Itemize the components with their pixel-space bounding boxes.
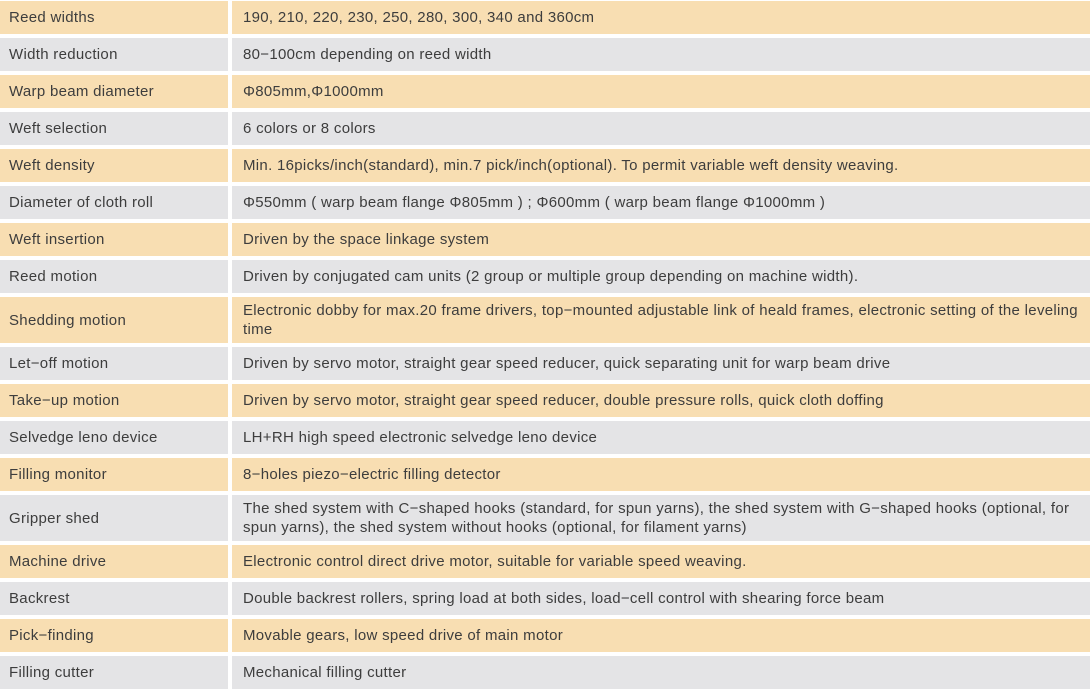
spec-label: Warp beam diameter [0,75,228,108]
table-row [0,582,1090,615]
spec-label: Backrest [0,582,228,615]
spec-value: Movable gears, low speed drive of main motor [232,619,1090,652]
table-row [0,656,1090,689]
table-row [0,149,1090,182]
spec-value: Min. 16picks/inch(standard), min.7 pick/inch(optional). To permit variable weft density weaving. [232,149,1090,182]
spec-value: 8−holes piezo−electric filling detector [232,458,1090,491]
table-row [0,223,1090,256]
spec-value: 190, 210, 220, 230, 250, 280, 300, 340 and 360cm [232,1,1090,34]
table-row [0,347,1090,380]
spec-label: Let−off motion [0,347,228,380]
table-row [0,495,1090,541]
spec-value: Driven by the space linkage system [232,223,1090,256]
spec-label: Gripper shed [0,495,228,541]
spec-value: Driven by servo motor, straight gear speed reducer, double pressure rolls, quick cloth doffing [232,384,1090,417]
table-row [0,619,1090,652]
spec-label: Pick−finding [0,619,228,652]
spec-label: Filling monitor [0,458,228,491]
spec-label: Take−up motion [0,384,228,417]
spec-value: Φ550mm ( warp beam flange Φ805mm ) ; Φ600mm ( warp beam flange Φ1000mm ) [232,186,1090,219]
spec-value: 80−100cm depending on reed width [232,38,1090,71]
table-row [0,186,1090,219]
table-row [0,75,1090,108]
table-row [0,112,1090,145]
spec-value: Φ805mm,Φ1000mm [232,75,1090,108]
spec-label: Weft insertion [0,223,228,256]
spec-value: Electronic control direct drive motor, suitable for variable speed weaving. [232,545,1090,578]
spec-value: Driven by servo motor, straight gear speed reducer, quick separating unit for warp beam drive [232,347,1090,380]
table-row [0,458,1090,491]
spec-label: Weft selection [0,112,228,145]
spec-value: Mechanical filling cutter [232,656,1090,689]
spec-label: Width reduction [0,38,228,71]
spec-value: 6 colors or 8 colors [232,112,1090,145]
table-row [0,421,1090,454]
spec-label: Selvedge leno device [0,421,228,454]
spec-value: LH+RH high speed electronic selvedge leno device [232,421,1090,454]
spec-label: Diameter of cloth roll [0,186,228,219]
table-row [0,260,1090,293]
spec-value: Electronic dobby for max.20 frame drivers, top−mounted adjustable link of heald frames, electronic setting of the leveling time [232,297,1090,343]
table-row [0,297,1090,343]
spec-value: Double backrest rollers, spring load at both sides, load−cell control with shearing force beam [232,582,1090,615]
spec-value: The shed system with C−shaped hooks (standard, for spun yarns), the shed system with G−shaped hooks (optional, for spun yarns), the shed system without hooks (optional, for filament yarns) [232,495,1090,541]
table-row [0,384,1090,417]
spec-label: Filling cutter [0,656,228,689]
spec-label: Machine drive [0,545,228,578]
spec-label: Reed widths [0,1,228,34]
spec-label: Reed motion [0,260,228,293]
spec-label: Weft density [0,149,228,182]
table-row [0,38,1090,71]
spec-value: Driven by conjugated cam units (2 group or multiple group depending on machine width). [232,260,1090,293]
spec-label: Shedding motion [0,297,228,343]
table-row [0,545,1090,578]
table-row [0,1,1090,34]
